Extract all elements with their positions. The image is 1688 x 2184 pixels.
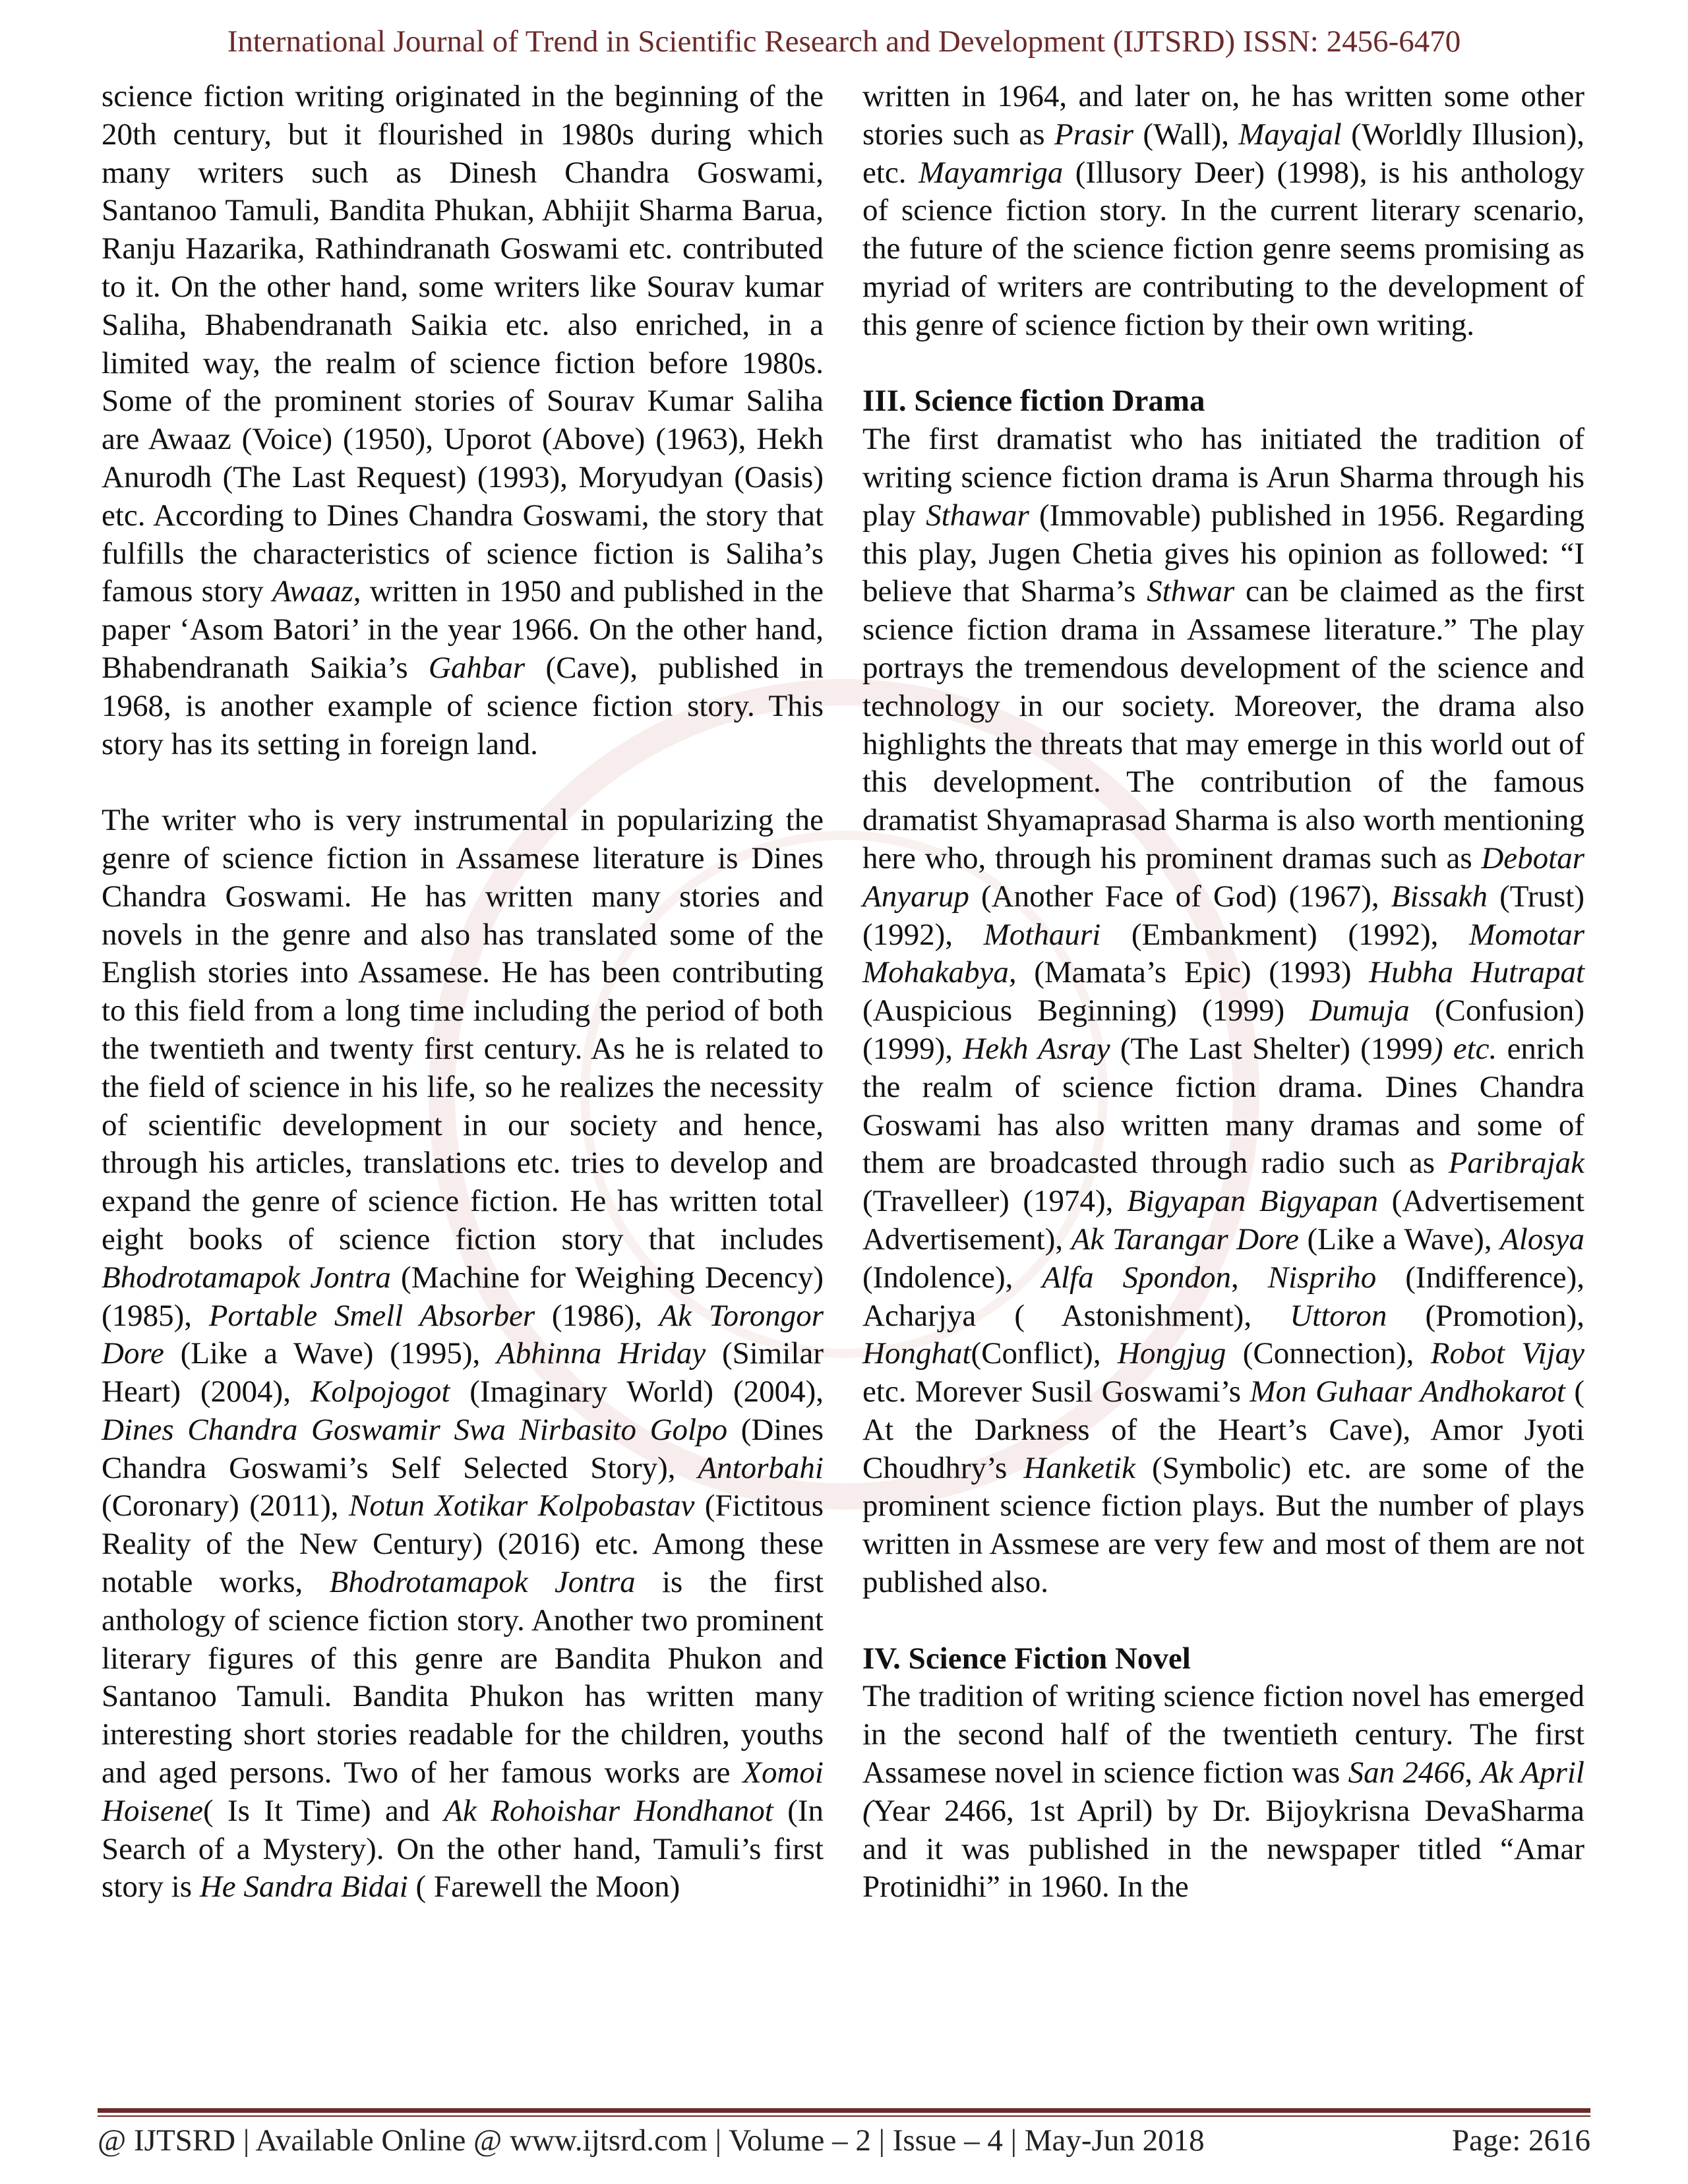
text-run: The writer who is very instrumental in popularizing the genre of science fiction in Assamese literature is Dines Chandra Goswami. He has written many stories and novels in the genre and also has translated some of the English stories into Assamese. He has been contributing to this field from a long time including the period of both the twentieth and twenty first century. As he is related to the field of science in his life, so he realizes the necessity of scientific development in our society and hence, through his articles, translations etc. tries to develop and expand the genre of science fiction. He has written total eight books of science fiction story that includes xyxy=(102,803,824,1256)
text-run: (Cave), published in 1968, is another example of science fiction story. This story has its setting in foreign land. xyxy=(102,650,824,761)
italic-title: Nispriho xyxy=(1267,1260,1377,1295)
text-run: is the first anthology of science fiction story. Another two prominent literary figures of this genre are Bandita Phukon and Santanoo Tamuli. Bandita Phukon has written many interesting short stories readable for the children, youths and aged persons. Two of her famous works are xyxy=(102,1565,824,1790)
text-run: (Another Face of God) (1967), xyxy=(969,879,1391,914)
text-run: (Like a Wave), xyxy=(1299,1222,1501,1256)
section-heading: III. Science fiction Drama xyxy=(862,384,1205,419)
text-run: (Indifference), Acharjya ( Astonishment), xyxy=(862,1260,1585,1333)
text-run: (Advertisement Advertisement), xyxy=(862,1184,1584,1256)
text-run: (Connection), xyxy=(1226,1336,1431,1371)
text-run: (Wall), xyxy=(1133,117,1239,152)
italic-title: Gahbar xyxy=(428,650,526,685)
italic-title: Alosya xyxy=(1500,1222,1585,1256)
text-run: (Similar Heart) (2004), xyxy=(102,1336,824,1409)
text-run: (The Last Shelter) (1999 xyxy=(1110,1031,1433,1066)
text-run: (Machine for Weighing Decency) (1985), xyxy=(102,1260,824,1333)
left-column xyxy=(102,78,824,1906)
text-run: (Confusion) (1999), xyxy=(862,993,1584,1066)
text-run: (Conflict), xyxy=(971,1336,1118,1371)
italic-title: San 2466 xyxy=(1348,1756,1465,1790)
text-run: science fiction writing originated in the beginning of the 20th century, but it flourished in 1980s during which many writers such as Dinesh Chandra Goswami, Santanoo Tamuli, Bandita Phukan, Abhijit Sharma Barua, Ranju Hazarika, Rathindranath Goswami etc. contributed to it. On the other hand, some writers like Sourav kumar Saliha, Bhabendranath Saikia etc. also enriched, in a limited way, the realm of science fiction before 1980s. Some of the prominent stories of Sourav Kumar Saliha are Awaaz (Voice) (1950), Uporot (Above) (1963), Hekh Anurodh (The Last Request) (1993), Moryudyan (Oasis) etc. According to Dines Chandra Goswami, the story that fulfills the characteristics of science fiction is Saliha’s famous story xyxy=(102,79,824,609)
text-run: , written in 1950 and published in the paper ‘Asom Batori’ in the year 1966. On the other hand, Bhabendranath Saikia’s xyxy=(102,574,824,685)
italic-title: Paribrajak xyxy=(1448,1146,1584,1181)
text-run: (Like a Wave) (1995), xyxy=(164,1336,497,1371)
italic-title: Ak April ( xyxy=(862,1756,1584,1828)
italic-title: Antorbahi xyxy=(698,1450,824,1485)
italic-title: Uttoron xyxy=(1290,1298,1387,1333)
text-run: enrich the realm of science fiction drama. Dines Chandra Goswami has also written many dramas and some of them are broadcasted through radio such as xyxy=(862,1031,1584,1181)
text-run: (Symbolic) etc. are some of the prominent science fiction plays. But the number of plays written in Assmese are very few and most of them are not published also. xyxy=(862,1450,1584,1600)
footer-rule-thin xyxy=(98,2115,1590,2117)
italic-title: Ak Rohoishar Hondhanot xyxy=(444,1793,773,1828)
italic-title: Abhinna Hriday xyxy=(497,1336,706,1371)
text-run: (Fictitous Reality of the New Century) (2016) etc. Among these notable works, xyxy=(102,1489,824,1600)
text-run: (Trust) (1992), xyxy=(862,879,1584,952)
page-number: Page: 2616 xyxy=(1451,2123,1590,2158)
italic-title: Bhodrotamapok Jontra xyxy=(102,1260,391,1295)
italic-title: Mothauri xyxy=(983,917,1101,952)
italic-title: Bissakh xyxy=(1391,879,1488,914)
italic-title: Bhodrotamapok Jontra xyxy=(329,1565,636,1600)
text-run: Year 2466, 1st April) by Dr. Bijoykrisna DevaSharma and it was published in the newspaper titled “Amar Protinidhi” in 1960. In the xyxy=(862,1793,1584,1904)
page-footer xyxy=(98,2119,1590,2162)
text-run: (Indolence), xyxy=(862,1260,1042,1295)
section-heading: IV. Science Fiction Novel xyxy=(862,1641,1191,1676)
italic-title: Mayamriga xyxy=(918,155,1064,190)
italic-title: Hanketik xyxy=(1023,1450,1135,1485)
footer-rule xyxy=(98,2108,1590,2113)
paragraph xyxy=(862,1678,1584,1906)
text-run: can be claimed as the first science fiction drama in Assamese literature.” The play portrays the tremendous development of the science and technology in our society. Moreover, the drama also highlights the threats that may emerge in this world out of this development. The contribution of the famous dramatist Shyamaprasad Sharma is also worth mentioning here who, through his prominent dramas such as xyxy=(862,574,1584,875)
italic-title: Dines Chandra Goswamir Swa Nirbasito Golpo xyxy=(102,1412,728,1447)
text-run: etc. Morever Susil Goswami’s xyxy=(862,1374,1250,1409)
text-run: (Travelleer) (1974), xyxy=(862,1184,1128,1219)
text-run: (Mamata’s Epic) (1993) xyxy=(1016,955,1370,990)
italic-title: Ak Torongor Dore xyxy=(102,1298,824,1371)
text-run: (Promotion), xyxy=(1387,1298,1584,1333)
italic-title: Alfa Spondon xyxy=(1042,1260,1232,1295)
text-run: ( Farewell the Moon) xyxy=(407,1870,680,1904)
text-run: (Dines Chandra Goswami’s Self Selected Story), xyxy=(102,1412,824,1485)
text-run: ( Is It Time) and xyxy=(203,1793,444,1828)
text-run: (Illusory Deer) (1998), is his anthology of science fiction story. In the current literary scenario, the future of the science fiction genre seems promising as myriad of writers are contributing to the development of this genre of science fiction by their own writing. xyxy=(862,155,1585,342)
italic-title: Dumuja xyxy=(1310,993,1410,1028)
text-run: , xyxy=(1231,1260,1268,1295)
italic-title: Hubha Hutrapat xyxy=(1369,955,1584,990)
italic-title: Robot Vijay xyxy=(1430,1336,1584,1371)
paragraph xyxy=(102,78,824,763)
italic-title: He Sandra Bidai xyxy=(199,1870,408,1904)
italic-title: Hongjug xyxy=(1117,1336,1226,1371)
text-run: (Worldly Illusion), etc. xyxy=(862,117,1584,190)
footer-citation: @ IJTSRD | Available Online @ www.ijtsrd.com | Volume – 2 | Issue – 4 | May-Jun 2018 xyxy=(98,2123,1205,2158)
paragraph xyxy=(102,802,824,1906)
right-column xyxy=(862,78,1584,1906)
italic-title: Ak Tarangar Dore xyxy=(1071,1222,1299,1256)
italic-title: Sthawar xyxy=(926,498,1029,533)
text-run: written in 1964, and later on, he has written some other stories such as xyxy=(862,79,1584,152)
italic-title: Mayajal xyxy=(1238,117,1342,152)
text-run: (In Search of a Mystery). On the other hand, Tamuli’s first story is xyxy=(102,1793,824,1904)
italic-title: Awaaz xyxy=(272,574,353,609)
journal-header: International Journal of Trend in Scientific Research and Development (IJTSRD) ISSN: 2456-6470 xyxy=(227,24,1461,59)
italic-title: Momotar Mohakabya, xyxy=(862,917,1584,990)
text-run: (Auspicious Beginning) (1999) xyxy=(862,993,1310,1028)
paragraph xyxy=(862,78,1584,345)
italic-title: Portable Smell Absorber xyxy=(208,1298,535,1333)
text-run: The first dramatist who has initiated the tradition of writing science fiction drama is Arun Sharma through his play xyxy=(862,422,1584,533)
text-run: (Immovable) published in 1956. Regarding this play, Jugen Chetia gives his opinion as followed: “I believe that Sharma’s xyxy=(862,498,1584,609)
italic-title: Debotar Anyarup xyxy=(862,841,1584,914)
text-run: (Embankment) (1992), xyxy=(1100,917,1470,952)
text-run: , xyxy=(1464,1756,1481,1790)
italic-title: Xomoi Hoisene xyxy=(102,1756,824,1828)
italic-title: Hekh Asray xyxy=(963,1031,1110,1066)
text-run: ( At the Darkness of the Heart’s Cave), Amor Jyoti Choudhry’s xyxy=(862,1374,1584,1485)
italic-title: ) etc. xyxy=(1432,1031,1497,1066)
italic-title: Kolpojogot xyxy=(310,1374,450,1409)
text-run: (Imaginary World) (2004), xyxy=(450,1374,824,1409)
italic-title: Honghat xyxy=(862,1336,971,1371)
italic-title: Bigyapan Bigyapan xyxy=(1127,1184,1378,1219)
text-run: (1986), xyxy=(535,1298,659,1333)
italic-title: Mon Guhaar Andhokarot xyxy=(1250,1374,1565,1409)
italic-title: Sthwar xyxy=(1147,574,1235,609)
text-run: The tradition of writing science fiction novel has emerged in the second half of the twentieth century. The first Assamese novel in science fiction was xyxy=(862,1679,1584,1790)
paragraph xyxy=(862,421,1584,1602)
italic-title: Notun Xotikar Kolpobastav xyxy=(349,1489,695,1523)
italic-title: Prasir xyxy=(1054,117,1134,152)
text-run: (Coronary) (2011), xyxy=(102,1489,349,1523)
